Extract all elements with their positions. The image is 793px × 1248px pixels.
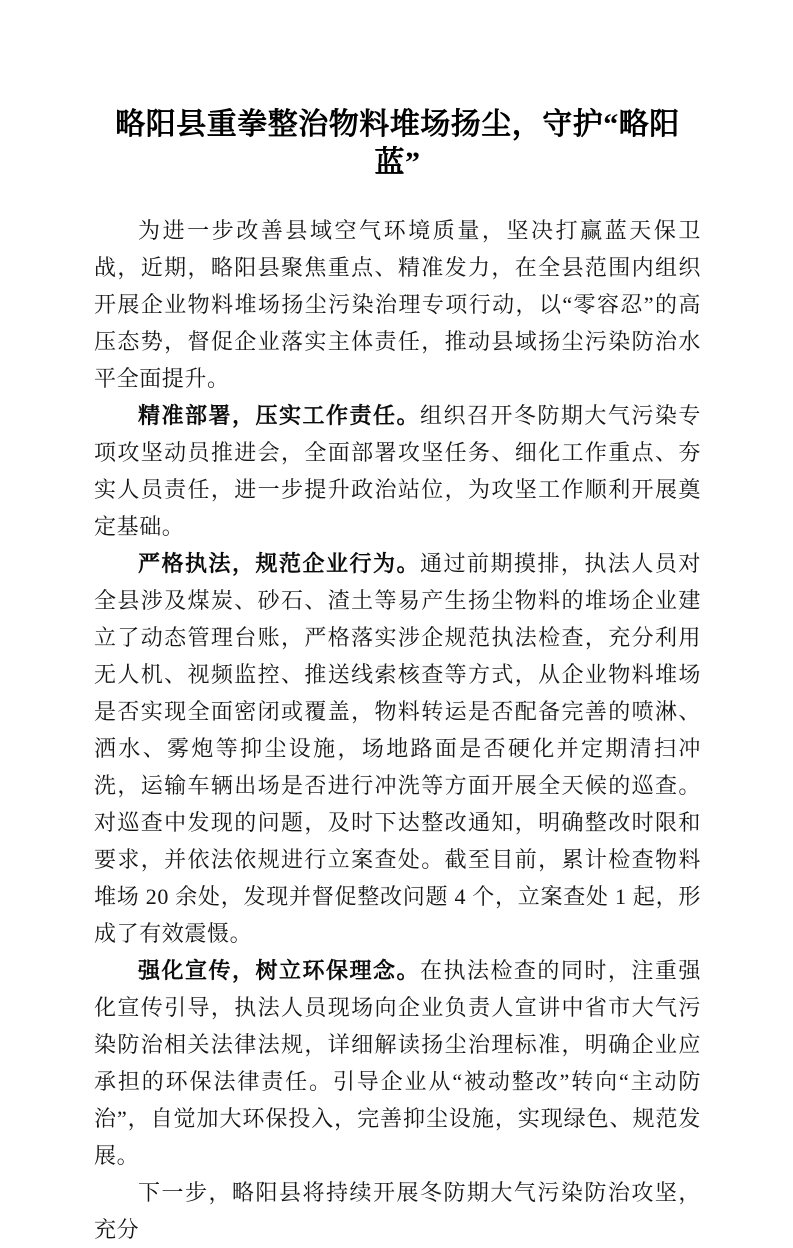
- paragraph-enforcement-text: 通过前期摸排，执法人员对全县涉及煤炭、砂石、渣土等易产生扬尘物料的堆场企业建立了动态管理台账，严格落实涉企规范执法检查，充分利用无人机、视频监控、推送线索核查等方式，从企业物料堆场是否实现全面密闭或覆盖，物料转运是否配备完善的喷淋、洒水、雾炮等抑尘设施，场地路面是否硬化并定期清扫冲洗，运输车辆出场是否进行冲洗等方面开展全天候的巡查。对巡查中发现的问题，及时下达整改通知，明确整改时限和要求，并依法依规进行立案查处。截至目前，累计检查物料堆场 20 余处，发现并督促整改问题 4 个，立案查处 1 起，形成了有效震慑。: [94, 551, 702, 946]
- paragraph-publicity-text: 在执法检查的同时，注重强化宣传引导，执法人员现场向企业负责人宣讲中省市大气污染防治相关法律法规，详细解读扬尘治理标准，明确企业应承担的环保法律责任。引导企业从“被动整改”转向“主动防治”，自觉加大环保投入，完善抑尘设施，实现绿色、规范发展。: [94, 958, 702, 1168]
- paragraph-next-steps: [94, 1174, 701, 1248]
- paragraph-enforcement-lead: 严格执法，规范企业行为。: [138, 551, 420, 576]
- paragraph-deployment: [94, 397, 701, 545]
- paragraph-next-steps-text: 下一步，略阳县将持续开展冬防期大气污染防治攻坚，充分: [94, 1180, 701, 1242]
- paragraph-intro-text: 为进一步改善县域空气环境质量，坚决打赢蓝天保卫战，近期，略阳县聚焦重点、精准发力，在全县范围内组织开展企业物料堆场扬尘污染治理专项行动，以“零容忍”的高压态势，督促企业落实主体责任，推动县域扬尘污染防治水平全面提升。: [94, 218, 701, 391]
- paragraph-intro: [94, 212, 701, 397]
- paragraph-deployment-text: 组织召开冬防期大气污染专项攻坚动员推进会，全面部署攻坚任务、细化工作重点、夯实人员责任，进一步提升政治站位，为攻坚工作顺利开展奠定基础。: [94, 403, 702, 539]
- paragraph-deployment-lead: 精准部署，压实工作责任。: [138, 403, 420, 428]
- paragraph-publicity: [94, 952, 701, 1174]
- document-title: 略阳县重拳整治物料堆场扬尘，守护“略阳蓝”: [115, 108, 680, 179]
- paragraph-enforcement: [94, 545, 701, 952]
- paragraph-publicity-lead: 强化宣传，树立环保理念。: [138, 958, 420, 983]
